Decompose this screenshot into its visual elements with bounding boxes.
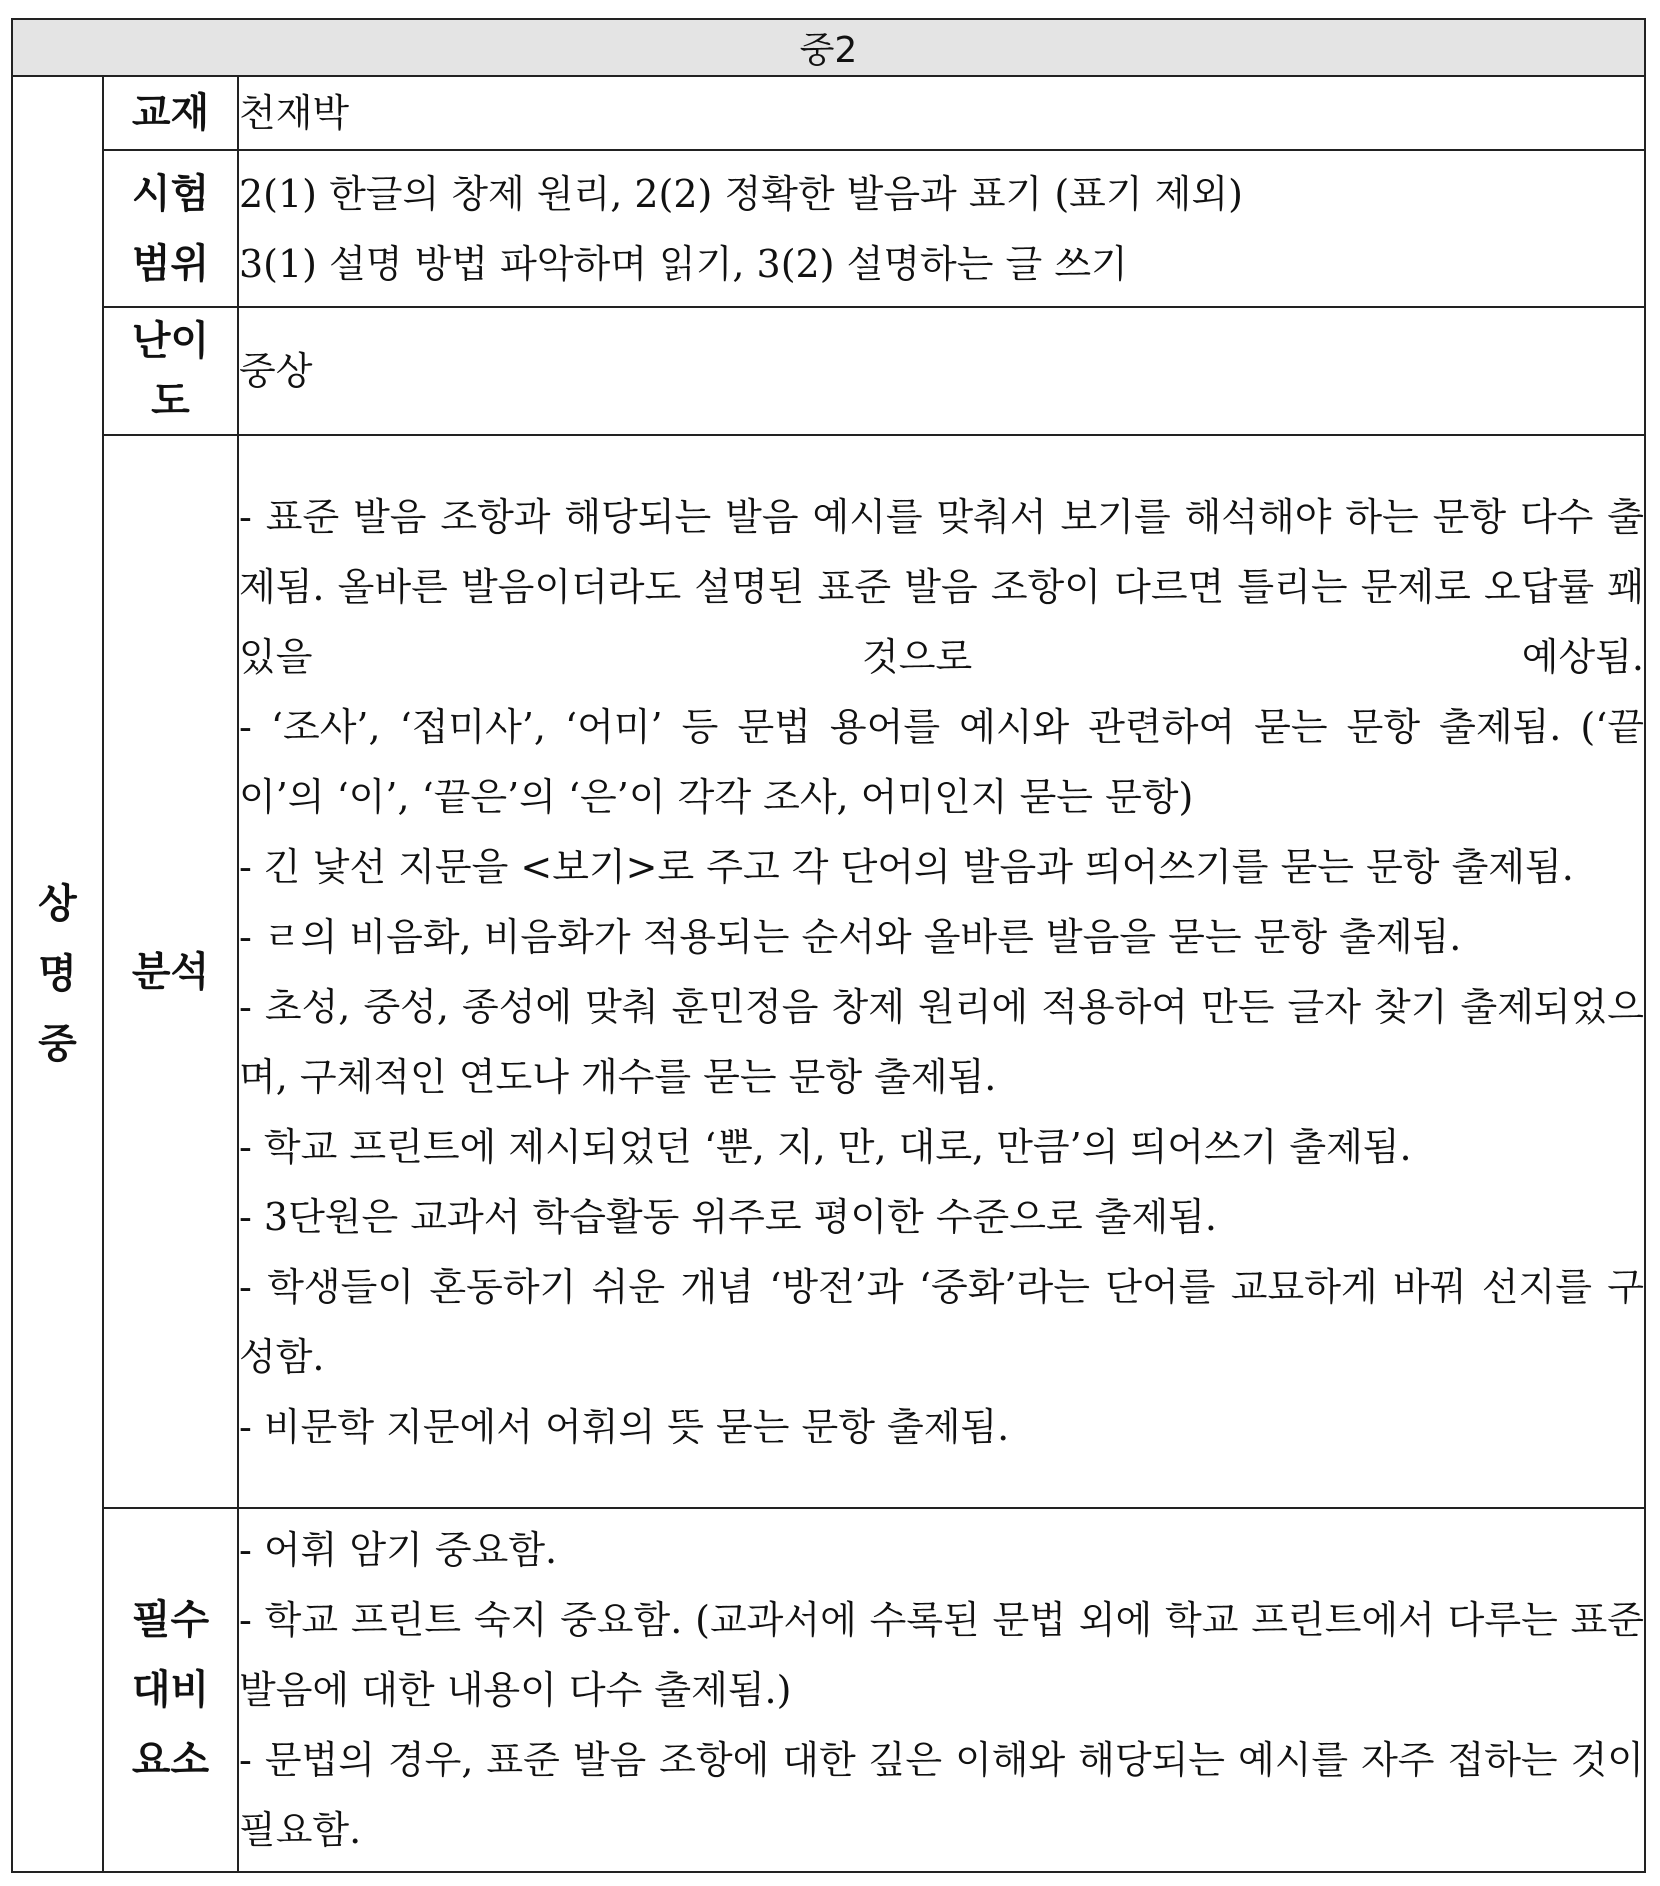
analysis-item: - ‘조사’, ‘접미사’, ‘어미’ 등 문법 용어를 예시와 관련하여 묻는 문항 출제됨. (‘끝이’의 ‘이’, ‘끝은’의 ‘은’이 각각 조사, 어미인지 묻는 문항) [239,704,1645,819]
essential-item: - 어휘 암기 중요함. [239,1528,558,1572]
exam-range-cell [238,150,1645,307]
exam-range-line: 2(1) 한글의 창제 원리, 2(2) 정확한 발음과 표기 (표기 제외) [239,171,1243,216]
essential-cell [238,1508,1645,1872]
essential-label-line: 요소 [131,1737,210,1783]
analysis-item: - 긴 낯선 지문을 <보기>로 주고 각 단어의 발음과 띄어쓰기를 묻는 문항 출제됨. [239,844,1574,889]
analysis-item: - 3단원은 교과서 학습활동 위주로 평이한 수준으로 출제됨. [239,1194,1217,1239]
analysis-item: - 학생들이 혼동하기 쉬운 개념 ‘방전’과 ‘중화’라는 단어를 교묘하게 바꿔 선지를 구성함. [239,1264,1645,1379]
textbook-value: 천재박 [239,91,350,135]
grade-title: 중2 [12,19,1645,76]
essential-label-line: 대비 [131,1667,210,1713]
analysis-cell [238,435,1645,1508]
school-name-char: 중 [38,1021,77,1067]
textbook-row [12,76,1645,150]
analysis-item: - 표준 발음 조항과 해당되는 발음 예시를 맞춰서 보기를 해석해야 하는 문항 다수 출제됨. 올바른 발음이더라도 설명된 표준 발음 조항이 다르면 틀리는 문제로 오답률 꽤 있을 것으로 예상됨. [239,494,1645,679]
difficulty-label-line: 난이 [131,318,210,364]
analysis-item: - 비문학 지문에서 어휘의 뜻 묻는 문항 출제됨. [239,1404,1010,1449]
essential-row [12,1508,1645,1872]
difficulty-value: 중상 [239,349,313,393]
essential-item: - 학교 프린트 숙지 중요함. (교과서에 수록된 문법 외에 학교 프린트에서 다루는 표준 발음에 대한 내용이 다수 출제됨.) [239,1598,1645,1712]
exam-range-line: 3(1) 설명 방법 파악하며 읽기, 3(2) 설명하는 글 쓰기 [239,241,1128,286]
textbook-label-text: 교재 [131,90,210,136]
exam-analysis-table [11,18,1646,1873]
essential-item: - 문법의 경우, 표준 발음 조항에 대한 깊은 이해와 해당되는 예시를 자주 접하는 것이 필요함. [239,1738,1645,1852]
textbook-label [103,76,238,150]
analysis-item: - 초성, 중성, 종성에 맞춰 훈민정음 창제 원리에 적용하여 만든 글자 찾기 출제되었으며, 구체적인 연도나 개수를 묻는 문항 출제됨. [239,984,1645,1099]
difficulty-label [103,307,238,435]
analysis-label-text: 분석 [131,948,210,995]
school-name-cell [12,76,103,1872]
exam-range-label [103,150,238,307]
textbook-value-cell [238,76,1645,150]
difficulty-row [12,307,1645,435]
analysis-row [12,435,1645,1508]
essential-label-line: 필수 [131,1597,210,1643]
analysis-label [103,435,238,1508]
essential-label [103,1508,238,1872]
analysis-item: - 학교 프린트에 제시되었던 ‘뿐, 지, 만, 대로, 만큼’의 띄어쓰기 출제됨. [239,1124,1412,1169]
exam-range-label-line: 시험 [131,170,210,217]
exam-range-row [12,150,1645,307]
title-row [12,19,1645,76]
analysis-item: - ㄹ의 비음화, 비음화가 적용되는 순서와 올바른 발음을 묻는 문항 출제됨. [239,914,1462,959]
difficulty-cell [238,307,1645,435]
difficulty-label-line: 도 [151,378,190,424]
exam-range-label-line: 범위 [131,240,210,287]
school-name-char: 상 [38,881,77,927]
school-name-char: 명 [38,951,77,997]
